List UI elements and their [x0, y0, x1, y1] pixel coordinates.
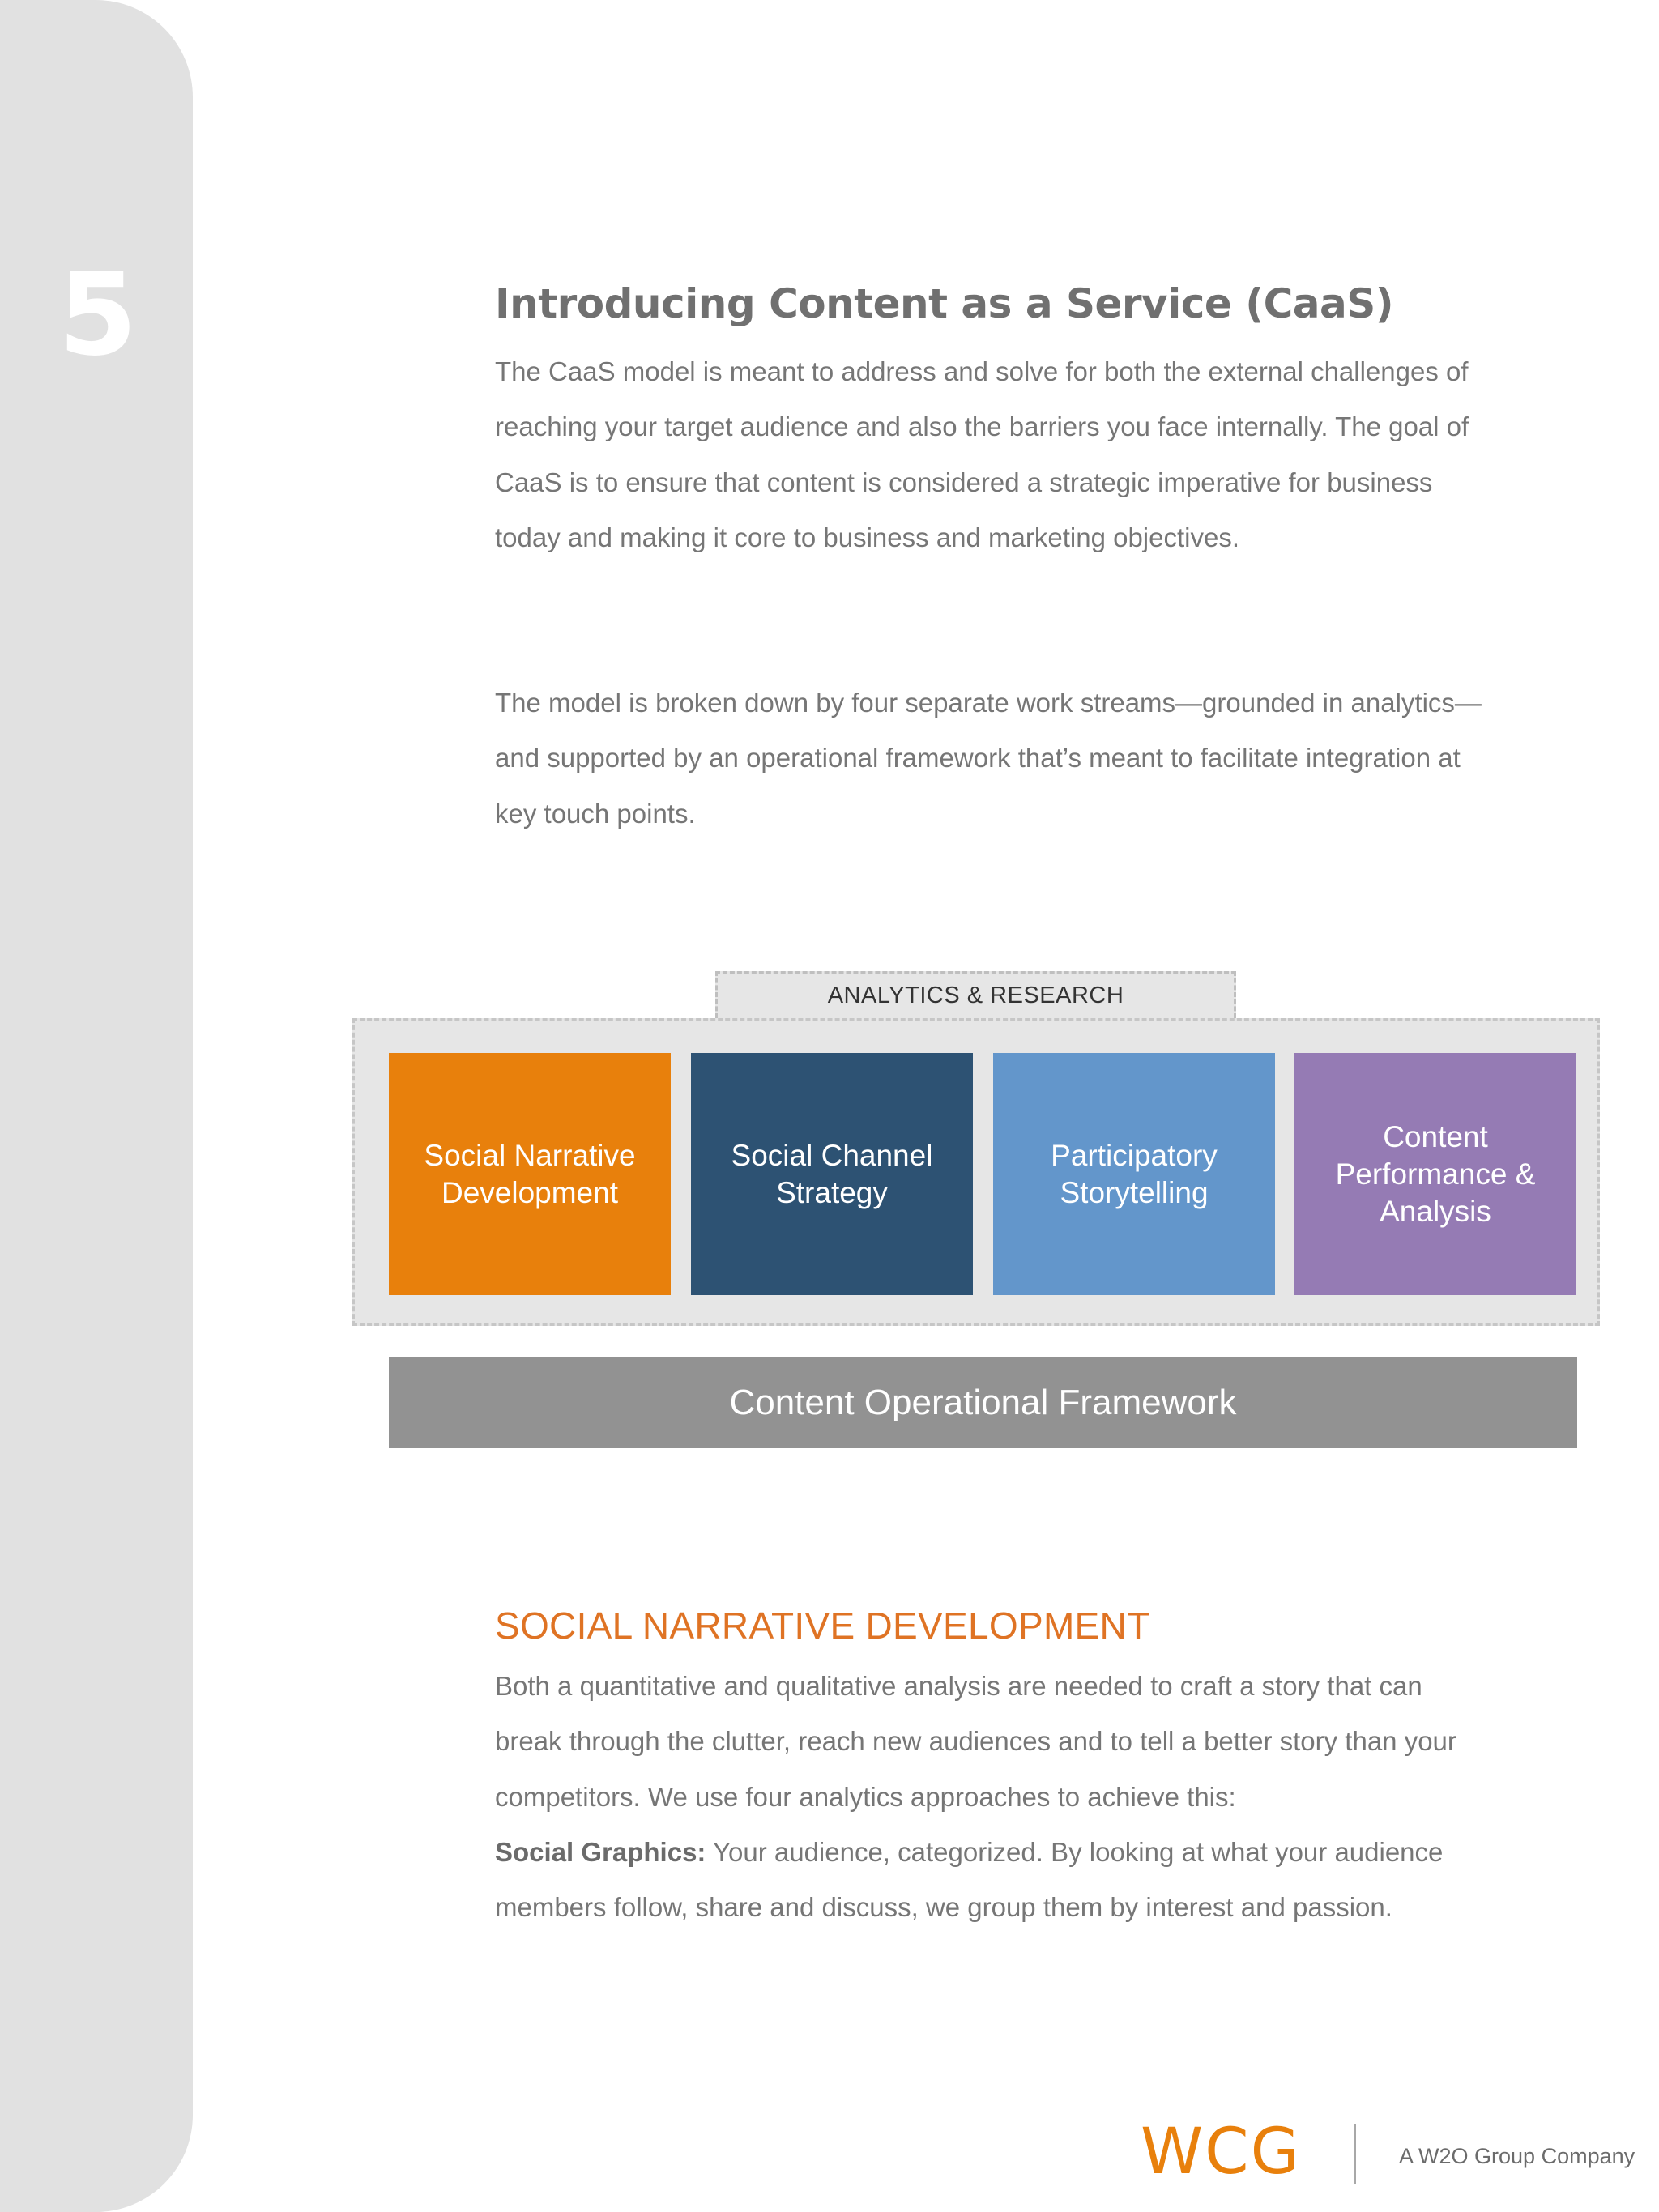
section-paragraph-text: Both a quantitative and qualitative analysis are needed to craft a story that can break through the clutter, reach new audiences and to tell a better story than your competitors. We use four analytics approaches to achieve this:: [495, 1671, 1456, 1812]
content-operational-framework-bar: [389, 1357, 1577, 1448]
footer-tagline: A W2O Group Company: [1399, 2144, 1636, 2168]
stream-label: Social Channel Strategy: [731, 1138, 933, 1209]
page-title: Introducing Content as a Service (CaaS): [495, 280, 1394, 327]
term-description: Your audience, categorized. By looking at what your audience members follow, share and discuss, we group them by interest and passion.: [495, 1836, 1444, 1923]
stream-content-performance-analysis: [1294, 1053, 1576, 1295]
section-heading: SOCIAL NARRATIVE DEVELOPMENT: [495, 1605, 1150, 1647]
stream-social-narrative-development: [389, 1053, 671, 1295]
section-paragraph: [495, 1659, 1491, 1935]
analytics-research-label: ANALYTICS & RESEARCH: [715, 971, 1236, 1018]
page-number: 5: [58, 249, 138, 381]
wcg-logo: WCG: [1141, 2116, 1302, 2189]
footer-divider: [1354, 2124, 1356, 2184]
stream-social-channel-strategy: [691, 1053, 973, 1295]
stream-label: Participatory Storytelling: [1051, 1138, 1218, 1209]
framework-label: Content Operational Framework: [729, 1383, 1237, 1422]
term-label: Social Graphics:: [495, 1836, 706, 1867]
stream-label: Content Performance & Analysis: [1335, 1119, 1536, 1228]
stream-label: Social Narrative Development: [424, 1138, 636, 1209]
stream-participatory-storytelling: [993, 1053, 1275, 1295]
intro-paragraph-1: The CaaS model is meant to address and solve for both the external challenges of reaching your target audience and also the barriers you face internally. The goal of CaaS is to ensure that content is considered a strategic imperative for business today and making it core to business and marketing objectives.: [495, 356, 1469, 552]
intro-paragraph-2: The model is broken down by four separate work streams—grounded in analytics—and supported by an operational framework that’s meant to facilitate integration at key touch points.: [495, 688, 1482, 829]
